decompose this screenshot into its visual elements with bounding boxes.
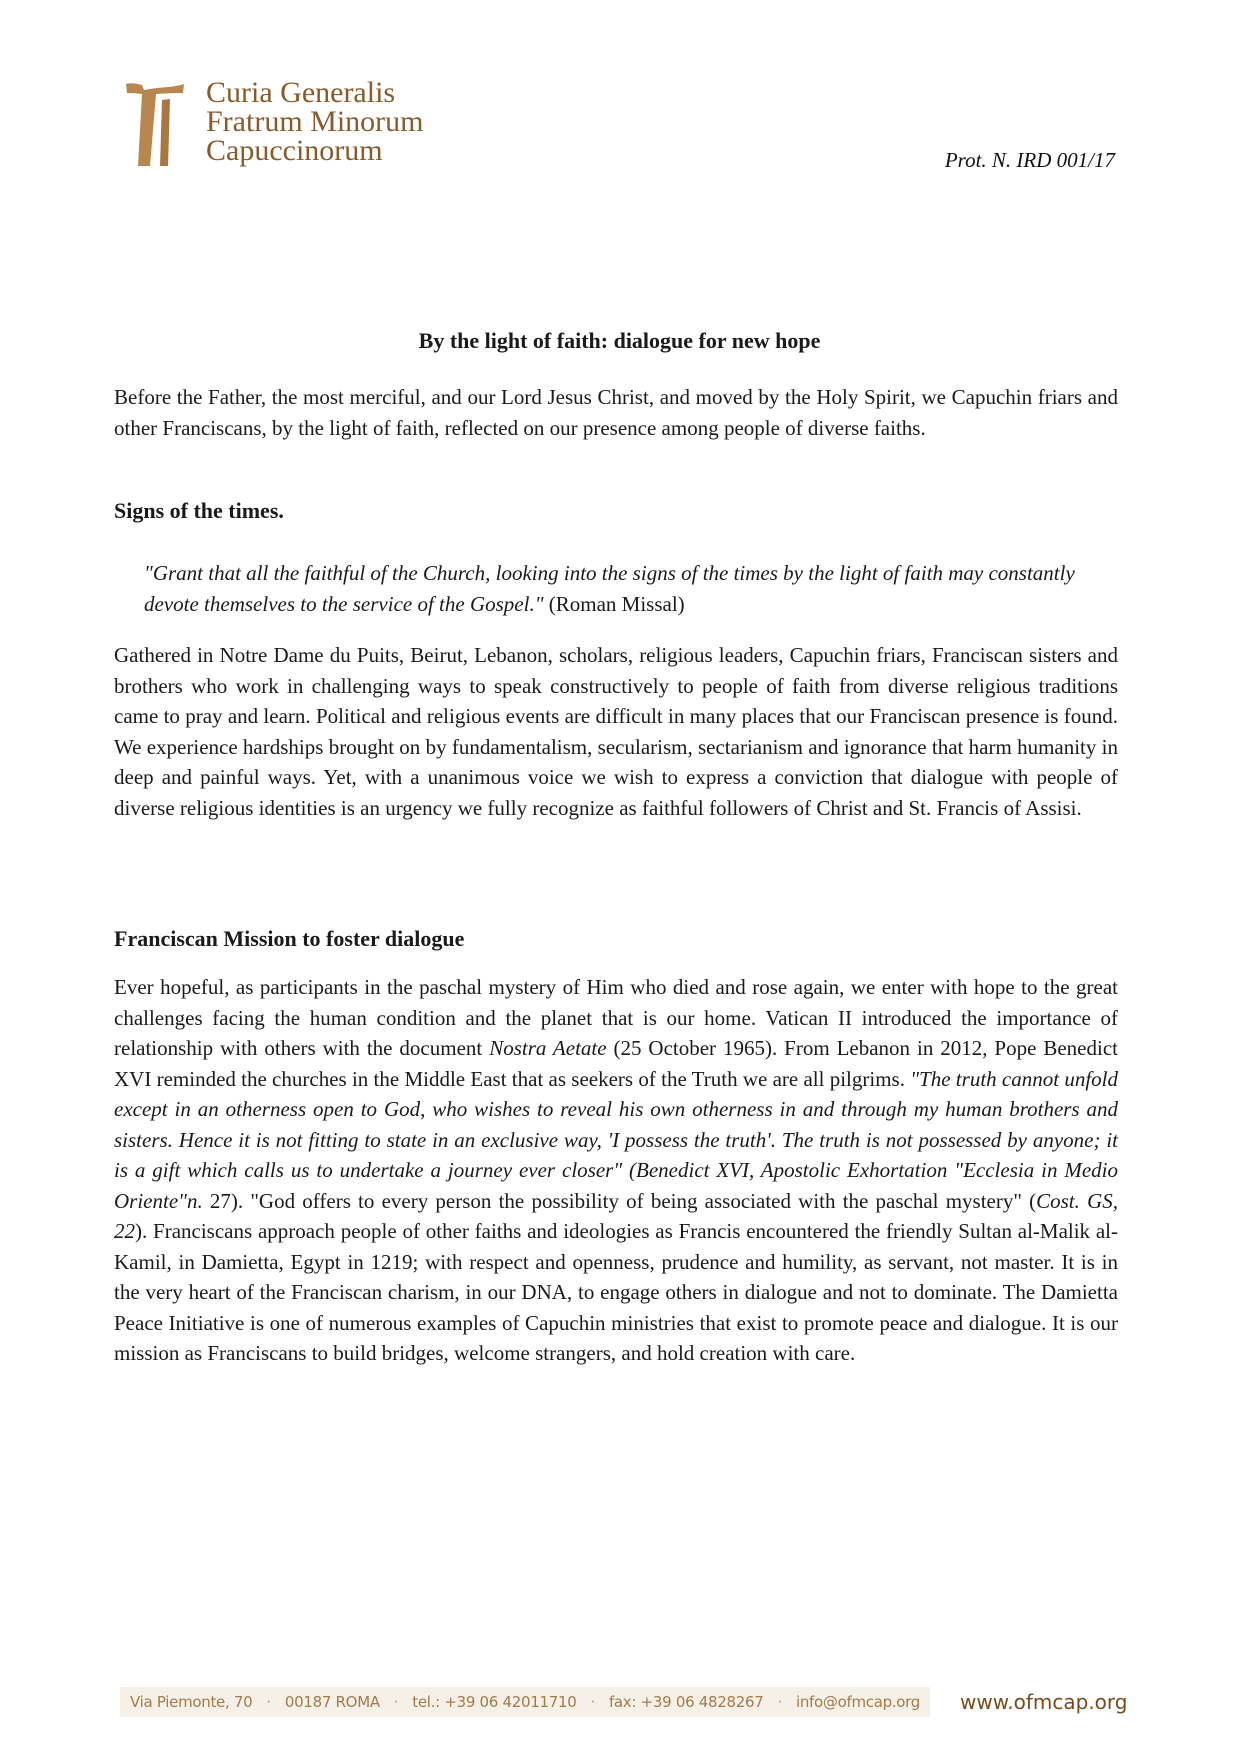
separator: ·	[777, 1693, 782, 1711]
org-line-2: Fratrum Minorum	[206, 105, 424, 138]
p-part-3: 27). "God offers to every person the possibility of being associated with the paschal mystery" (	[202, 1188, 1037, 1213]
letterhead	[124, 78, 424, 168]
footer-email[interactable]: info@ofmcap.org	[795, 1693, 921, 1711]
franciscan-tau-logo-icon	[124, 80, 186, 168]
section-heading-mission: Franciscan Mission to foster dialogue	[114, 926, 465, 951]
roman-missal-quote	[144, 558, 1118, 620]
org-line-1: Curia Generalis	[206, 76, 396, 109]
org-line-3: Capuccinorum	[206, 134, 383, 167]
footer-city: 00187 ROMA	[284, 1693, 380, 1711]
footer	[120, 1682, 1140, 1722]
footer-tel: tel.: +39 06 42011710	[412, 1693, 577, 1711]
p-part-1: Ever hopeful, as participants in the paschal mystery of Him who died and rose again, we enter with hope to the great challenges facing the human condition and the planet that is our home. Vatican II introduced the importance of relationship with others with the document	[114, 975, 1118, 1060]
footer-website-link[interactable]: www.ofmcap.org	[960, 1690, 1128, 1714]
benedict-quote: "The truth cannot unfold except in an otherness open to God, who wishes to reveal his own otherness in and through my human brothers and sisters. Hence it is not fitting to state in an exclusive way, 'I possess the truth'. The truth is not possessed by anyone; it is a gift which calls us to undertake a journey ever closer" (Benedict XVI, Apostolic Exhortation "Ecclesia in Medio Oriente"n.	[114, 1066, 1118, 1213]
p-part-4: ). Franciscans approach people of other faiths and ideologies as Francis encountered the friendly Sultan al-Malik al-Kamil, in Damietta, Egypt in 1219; with respect and openness, prudence and humility, as servant, not master. It is in the very heart of the Franciscan charism, in our DNA, to engage others in dialogue and not to dominate. The Damietta Peace Initiative is one of numerous examples of Capuchin ministries that exist to promote peace and dialogue. It is our mission as Franciscans to build bridges, welcome strangers, and hold creation with care.	[114, 1219, 1118, 1365]
cost-gs-ref: Cost. GS, 22	[114, 1188, 1118, 1243]
separator: ·	[590, 1693, 595, 1711]
p-part-2: (25 October 1965). From Lebanon in 2012, Pope Benedict XVI reminded the churches in the Middle East that as seekers of the Truth we are all pilgrims.	[114, 1036, 1118, 1091]
protocol-number: Prot. N. IRD 001/17	[944, 148, 1115, 172]
separator: ·	[393, 1693, 399, 1711]
section1-paragraph: Gathered in Notre Dame du Puits, Beirut, Lebanon, scholars, religious leaders, Capuchin friars, Franciscan sisters and brothers who work in challenging ways to speak constructively to people of faith from diverse religious traditions came to pray and learn. Political and religious events are difficult in many places that our Franciscan presence is found. We experience hardships brought on by fundamentalism, secularism, sectarianism and ignorance that harm humanity in deep and painful ways. Yet, with a unanimous voice we wish to express a conviction that dialogue with people of diverse religious identities is an urgency we fully recognize as faithful followers of Christ and St. Francis of Assisi.	[114, 643, 1118, 820]
quote-text: "Grant that all the faithful of the Church, looking into the signs of the times by the light of faith may constantly devote themselves to the service of the Gospel."	[144, 561, 1075, 616]
document-title: By the light of faith: dialogue for new hope	[418, 328, 821, 353]
footer-contact-strip	[120, 1687, 930, 1717]
footer-fax: fax: +39 06 4828267	[608, 1693, 764, 1711]
footer-address: Via Piemonte, 70	[130, 1693, 253, 1711]
separator: ·	[266, 1693, 271, 1711]
quote-citation: (Roman Missal)	[548, 592, 685, 616]
organization-name	[206, 78, 424, 165]
section2-paragraph	[114, 972, 1118, 1369]
nostra-aetate: Nostra Aetate	[489, 1036, 607, 1060]
section-heading-signs: Signs of the times.	[114, 498, 284, 523]
intro-paragraph: Before the Father, the most merciful, and our Lord Jesus Christ, and moved by the Holy Spirit, we Capuchin friars and other Franciscans, by the light of faith, reflected on our presence among people of diverse faiths.	[114, 385, 1118, 440]
